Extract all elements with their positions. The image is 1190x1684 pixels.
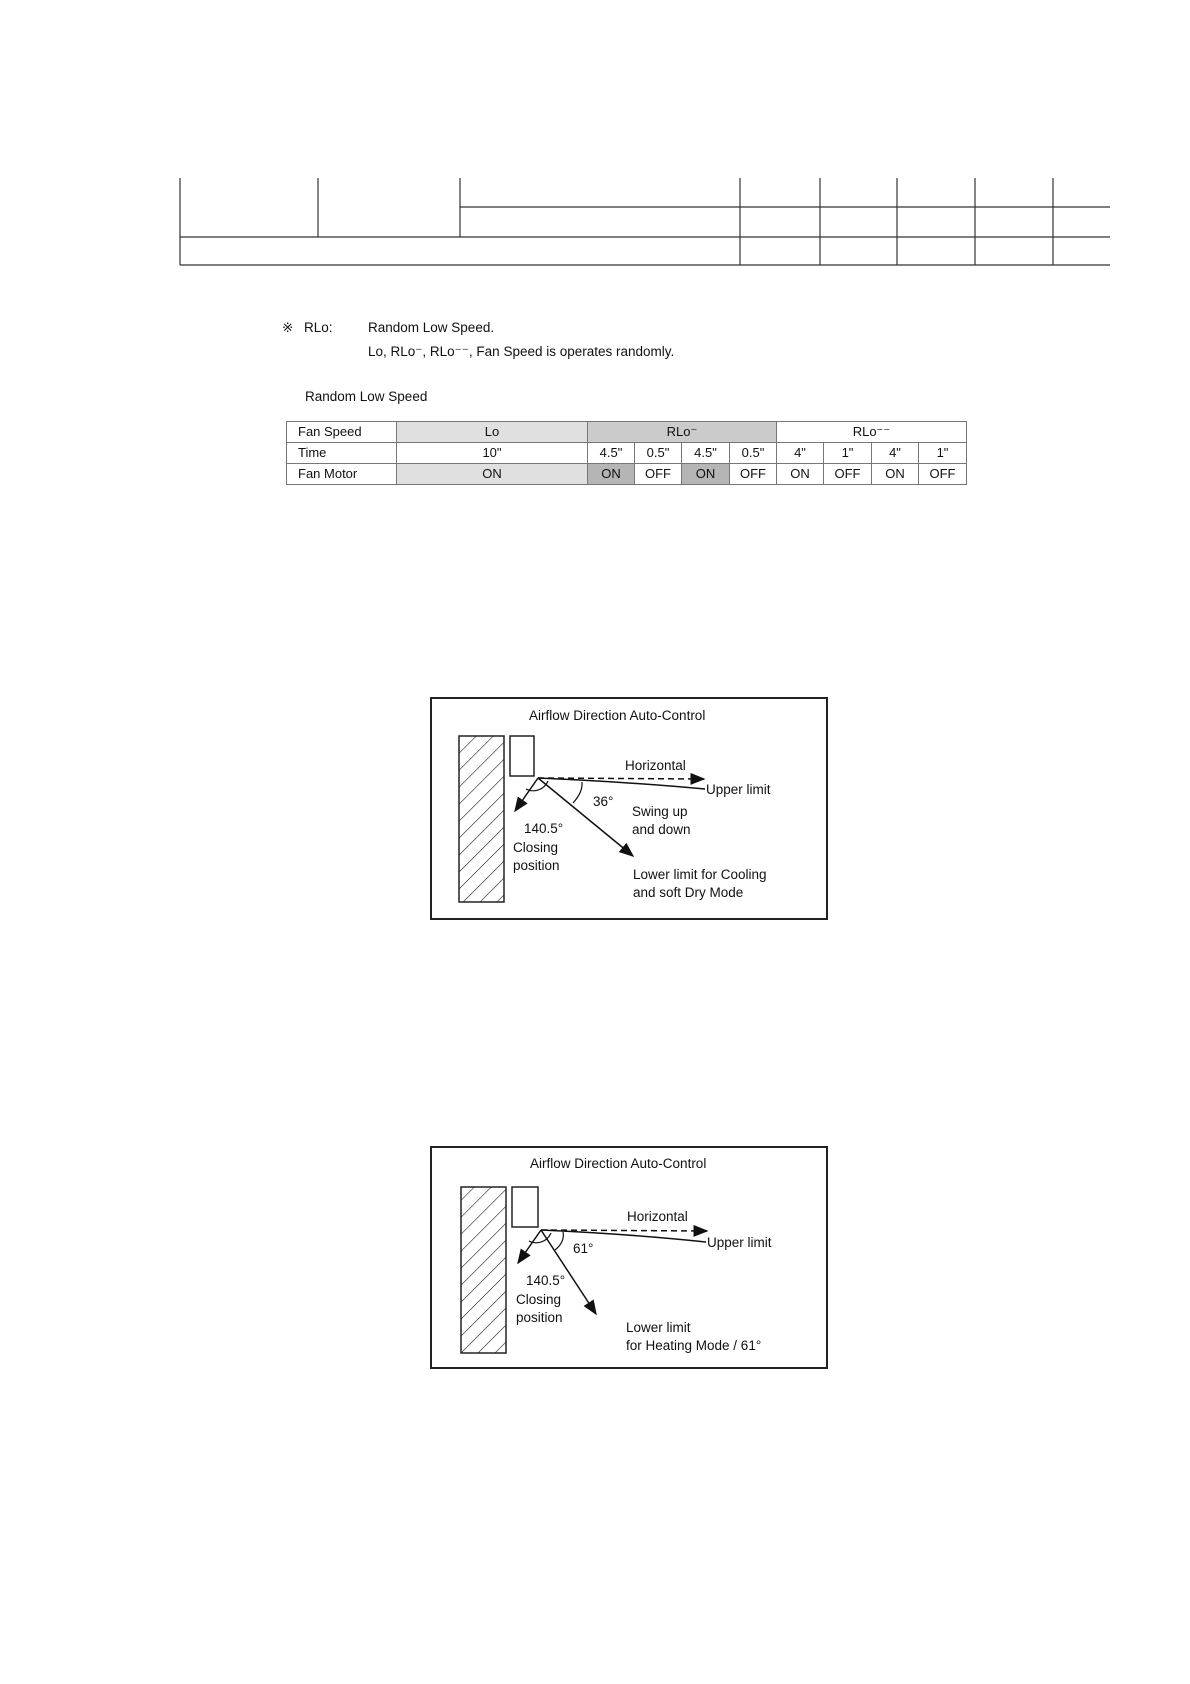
row-label-fan-motor: Fan Motor (287, 464, 397, 485)
lo-time: 10" (397, 443, 588, 464)
lower-limit-label-1: Lower limit for Cooling (633, 867, 767, 882)
rlo1-time-3: 4.5" (682, 443, 730, 464)
closing-arrow (518, 1230, 541, 1263)
lower-limit-label-2: and soft Dry Mode (633, 885, 744, 900)
closing-angle-label: 140.5° (526, 1273, 566, 1288)
rlo1-time-2: 0.5" (635, 443, 682, 464)
rlo1-motor-3: ON (682, 464, 730, 485)
closing-label-1: Closing (516, 1292, 562, 1307)
rlo2-time-2: 1" (824, 443, 872, 464)
swing-angle-label: 36° (593, 794, 614, 809)
heating-angle-label: 61° (573, 1241, 594, 1256)
upper-limit-label: Upper limit (707, 1235, 772, 1250)
row-label-fan-speed: Fan Speed (287, 422, 397, 443)
rlo2-time-4: 1" (919, 443, 967, 464)
note-description: Lo, RLo⁻, RLo⁻⁻, Fan Speed is operates randomly. (368, 344, 675, 359)
previous-table-fragment (0, 0, 1190, 270)
fan-speed-row (287, 422, 967, 443)
indoor-unit (510, 736, 534, 776)
indoor-unit (512, 1187, 538, 1227)
closing-label-1: Closing (513, 840, 559, 855)
rlo1-time-1: 4.5" (588, 443, 635, 464)
airflow-diagram-cooling-drawing (430, 697, 828, 920)
rlo2-motor-3: ON (872, 464, 919, 485)
lower-limit-label-1: Lower limit (626, 1320, 691, 1335)
swing-label-2: and down (632, 822, 691, 837)
heating-angle-arc (555, 1232, 563, 1250)
rlo2-motor-1: ON (777, 464, 824, 485)
rlo1-motor-1: ON (588, 464, 635, 485)
random-low-speed-table (286, 421, 967, 485)
airflow-diagram-heating (430, 1146, 828, 1369)
rlo2-motor-2: OFF (824, 464, 872, 485)
wall-hatch (459, 736, 504, 902)
note-line-2 (282, 340, 674, 364)
rlo2-time-1: 4" (777, 443, 824, 464)
airflow-diagram-cooling (430, 697, 828, 920)
horizontal-label: Horizontal (627, 1209, 688, 1224)
time-row (287, 443, 967, 464)
swing-label-1: Swing up (632, 804, 688, 819)
fan-motor-row (287, 464, 967, 485)
note-mark: ※ (282, 320, 294, 335)
rlo1-motor-2: OFF (635, 464, 682, 485)
upper-limit-label: Upper limit (706, 782, 771, 797)
note-line-1 (282, 316, 674, 340)
horizontal-label: Horizontal (625, 758, 686, 773)
note-label: RLo: (304, 320, 333, 335)
diagram-title: Airflow Direction Auto-Control (530, 1156, 707, 1171)
random-low-speed-title: Random Low Speed (305, 389, 428, 404)
lo-motor: ON (397, 464, 588, 485)
rlo2-time-3: 4" (872, 443, 919, 464)
rlo1-motor-4: OFF (730, 464, 777, 485)
closing-label-2: position (516, 1310, 563, 1325)
upper-limit-line (541, 1230, 706, 1242)
lower-limit-label-2: for Heating Mode / 61° (626, 1338, 762, 1353)
group-rlo2: RLo⁻⁻ (777, 422, 967, 443)
note-definition: Random Low Speed. (368, 320, 495, 335)
closing-arrow (515, 778, 538, 811)
group-rlo1: RLo⁻ (588, 422, 777, 443)
group-lo: Lo (397, 422, 588, 443)
wall-hatch (461, 1187, 506, 1353)
swing-angle-arc (573, 782, 582, 803)
closing-label-2: position (513, 858, 560, 873)
rlo1-time-4: 0.5" (730, 443, 777, 464)
upper-limit-line (538, 778, 705, 789)
closing-angle-label: 140.5° (524, 821, 564, 836)
row-label-time: Time (287, 443, 397, 464)
rlo-note (282, 316, 674, 364)
rlo2-motor-4: OFF (919, 464, 967, 485)
diagram-title: Airflow Direction Auto-Control (529, 708, 706, 723)
